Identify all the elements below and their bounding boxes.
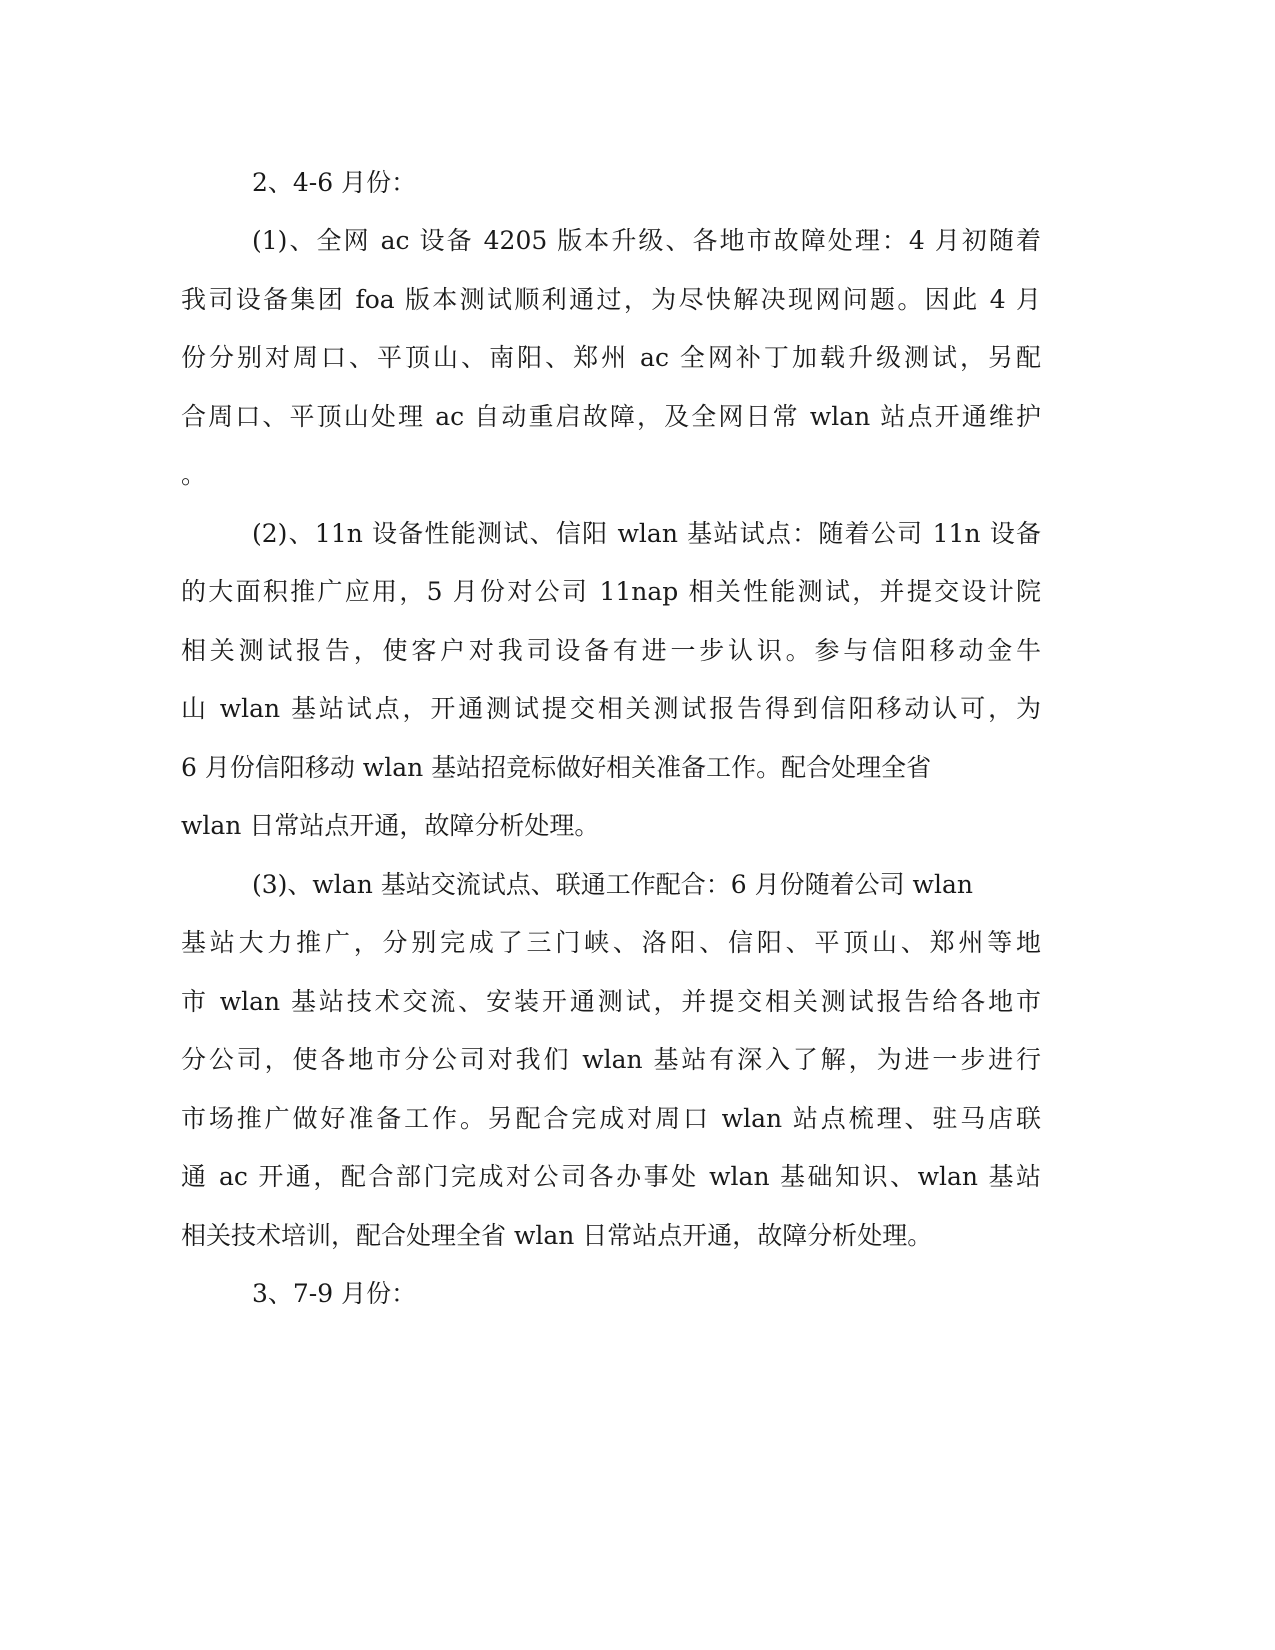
section-heading-jul-sep: 3、7-9 月份：	[252, 1279, 417, 1308]
paragraph-line: 的大面积推广应用，5 月份对公司 11nap 相关性能测试，并提交设计院	[181, 577, 1041, 606]
paragraph-line: 合周口、平顶山处理 ac 自动重启故障，及全网日常 wlan 站点开通维护	[181, 402, 1041, 431]
paragraph-line: (1)、全网 ac 设备 4205 版本升级、各地市故障处理：4 月初随着	[252, 226, 1041, 255]
paragraph-line: (3)、wlan 基站交流试点、联通工作配合：6 月份随着公司 wlan	[252, 870, 973, 899]
section-heading-apr-jun: 2、4-6 月份：	[252, 168, 417, 197]
paragraph-line: 通 ac 开通，配合部门完成对公司各办事处 wlan 基础知识、wlan 基站	[181, 1162, 1041, 1191]
paragraph-line: 6 月份信阳移动 wlan 基站招竞标做好相关准备工作。配合处理全省	[181, 753, 932, 782]
paragraph-line: 山 wlan 基站试点，开通测试提交相关测试报告得到信阳移动认可，为	[181, 694, 1041, 723]
paragraph-line: wlan 日常站点开通，故障分析处理。	[181, 811, 600, 840]
paragraph-line: 我司设备集团 foa 版本测试顺利通过，为尽快解决现网问题。因此 4 月	[181, 285, 1041, 314]
paragraph-line: 分公司，使各地市分公司对我们 wlan 基站有深入了解，为进一步进行	[181, 1045, 1041, 1074]
paragraph-line: 份分别对周口、平顶山、南阳、郑州 ac 全网补丁加载升级测试，另配	[181, 343, 1041, 372]
paragraph-line: 相关测试报告，使客户对我司设备有进一步认识。参与信阳移动金牛	[181, 636, 1041, 665]
paragraph-line: 相关技术培训，配合处理全省 wlan 日常站点开通，故障分析处理。	[181, 1221, 933, 1250]
paragraph-line: 市场推广做好准备工作。另配合完成对周口 wlan 站点梳理、驻马店联	[181, 1104, 1041, 1133]
paragraph-line: 市 wlan 基站技术交流、安装开通测试，并提交相关测试报告给各地市	[181, 987, 1041, 1016]
paragraph-line: 。	[181, 460, 207, 489]
paragraph-line: 基站大力推广，分别完成了三门峡、洛阳、信阳、平顶山、郑州等地	[181, 928, 1041, 957]
paragraph-line: (2)、11n 设备性能测试、信阳 wlan 基站试点：随着公司 11n 设备	[252, 519, 1041, 548]
